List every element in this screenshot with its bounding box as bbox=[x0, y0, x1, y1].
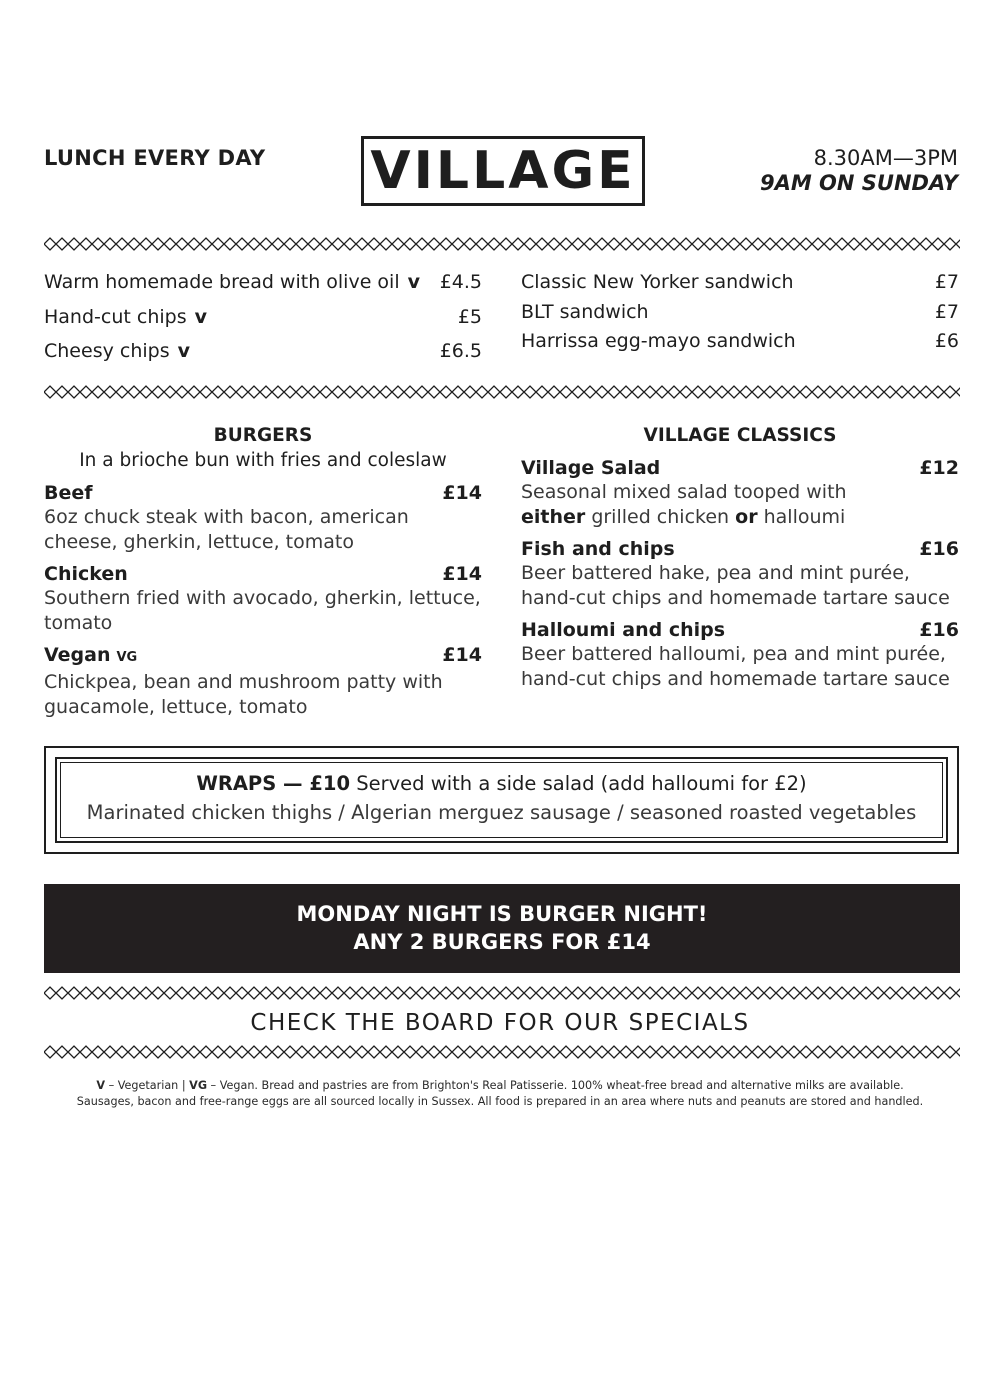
item-description: 6oz chuck steak with bacon, american cheese, gherkin, lettuce, tomato bbox=[44, 506, 409, 553]
vegetarian-tag: v bbox=[194, 305, 207, 328]
sandwich-list bbox=[521, 268, 959, 357]
hours-weekday: 8.30AM—3PM bbox=[813, 146, 958, 170]
item-name: Warm homemade bread with olive oil bbox=[44, 271, 400, 293]
menu-item bbox=[521, 537, 959, 610]
item-price: £16 bbox=[919, 619, 959, 641]
section-title: BURGERS bbox=[213, 425, 313, 446]
menu-item bbox=[44, 481, 482, 554]
desc-or: or bbox=[735, 505, 758, 528]
list-item bbox=[44, 265, 482, 300]
item-name: Classic New Yorker sandwich bbox=[521, 271, 794, 293]
list-item bbox=[521, 268, 959, 298]
logo-text: VILLAGE bbox=[370, 141, 636, 201]
desc-text: Seasonal mixed salad tooped with bbox=[521, 481, 847, 503]
desc-either: either bbox=[521, 505, 586, 528]
vegetarian-tag: v bbox=[407, 271, 421, 293]
item-price: £16 bbox=[919, 538, 959, 560]
vg-key-text: – Vegan. Bread and pastries are from Brighton's Real Patisserie. 100% wheat-free bread and alternative milks are available. bbox=[207, 1079, 904, 1092]
wraps-options: Marinated chicken thighs / Algerian merguez sausage / seasoned roasted vegetables bbox=[86, 801, 917, 824]
list-item bbox=[521, 298, 959, 328]
classics-section bbox=[521, 423, 959, 699]
vegan-tag: VG bbox=[116, 650, 138, 665]
footer-line-1 bbox=[40, 1078, 960, 1094]
list-item bbox=[44, 300, 482, 335]
vegetarian-tag: v bbox=[177, 340, 190, 362]
menu-item bbox=[521, 456, 959, 529]
item-price: £7 bbox=[934, 271, 959, 293]
promo-line-1: MONDAY NIGHT IS BURGER NIGHT! bbox=[296, 902, 708, 926]
item-name: Cheesy chips bbox=[44, 340, 170, 362]
promo-line-2: ANY 2 BURGERS FOR £14 bbox=[353, 930, 651, 954]
item-price: £5 bbox=[457, 305, 482, 328]
desc-text: halloumi bbox=[763, 505, 846, 528]
item-price: £7 bbox=[934, 300, 959, 323]
item-price: £12 bbox=[919, 457, 959, 479]
list-item bbox=[521, 327, 959, 357]
item-name: Vegan bbox=[44, 644, 111, 666]
item-name: Village Salad bbox=[521, 457, 661, 479]
wraps-title: WRAPS — £10 bbox=[196, 772, 351, 795]
sides-list bbox=[44, 265, 482, 369]
wraps-subtitle: Served with a side salad (add halloumi for £2) bbox=[356, 772, 807, 795]
wraps-inner-frame bbox=[55, 757, 948, 843]
item-name: Halloumi and chips bbox=[521, 619, 726, 641]
v-key-text: – Vegetarian | bbox=[105, 1079, 190, 1092]
item-description: Chickpea, bean and mushroom patty with guacamole, lettuce, tomato bbox=[44, 671, 443, 718]
item-price: £6.5 bbox=[439, 340, 482, 362]
item-name: Chicken bbox=[44, 563, 128, 585]
opening-hours bbox=[760, 146, 958, 196]
footer-line-2: Sausages, bacon and free-range eggs are all sourced locally in Sussex. All food is prepared in an area where nuts and peanuts are stored and handled. bbox=[76, 1095, 924, 1108]
zigzag-divider-top bbox=[44, 237, 960, 251]
item-name: Harrissa egg-mayo sandwich bbox=[521, 330, 796, 352]
item-name: BLT sandwich bbox=[521, 300, 649, 323]
burger-night-banner bbox=[44, 884, 960, 973]
item-description bbox=[521, 480, 959, 529]
desc-text: grilled chicken bbox=[591, 505, 730, 528]
item-description: Beer battered halloumi, pea and mint purée, hand-cut chips and homemade tartare sauce bbox=[521, 643, 950, 690]
item-price: £14 bbox=[442, 644, 482, 666]
section-subtitle: In a brioche bun with fries and coleslaw bbox=[79, 450, 447, 471]
lunch-every-day-label: LUNCH EVERY DAY bbox=[44, 146, 266, 170]
item-price: £14 bbox=[442, 482, 482, 504]
item-name: Fish and chips bbox=[521, 538, 675, 560]
list-item bbox=[44, 334, 482, 369]
burgers-section bbox=[44, 423, 482, 727]
section-title: VILLAGE CLASSICS bbox=[643, 425, 837, 446]
zigzag-divider-mid bbox=[44, 385, 960, 399]
item-name: Hand-cut chips bbox=[44, 305, 187, 328]
menu-item bbox=[44, 643, 482, 719]
vg-key: VG bbox=[189, 1079, 207, 1092]
item-description: Beer battered hake, pea and mint purée, hand-cut chips and homemade tartare sauce bbox=[521, 562, 950, 609]
item-price: £14 bbox=[442, 563, 482, 585]
item-description: Southern fried with avocado, gherkin, lettuce, tomato bbox=[44, 587, 481, 634]
zigzag-divider-specials-bottom bbox=[44, 1045, 960, 1059]
wraps-box bbox=[44, 746, 959, 854]
village-logo bbox=[361, 136, 645, 206]
item-price: £6 bbox=[934, 330, 959, 352]
wraps-heading bbox=[57, 772, 946, 795]
hours-sunday: 9AM ON SUNDAY bbox=[759, 171, 958, 195]
zigzag-divider-specials-top bbox=[44, 986, 960, 1000]
footer-notes bbox=[40, 1078, 960, 1110]
menu-item bbox=[521, 618, 959, 691]
item-name: Beef bbox=[44, 482, 93, 504]
menu-item bbox=[44, 562, 482, 635]
v-key: V bbox=[96, 1079, 106, 1092]
specials-notice: CHECK THE BOARD FOR OUR SPECIALS bbox=[250, 1010, 750, 1036]
item-price: £4.5 bbox=[439, 271, 482, 293]
